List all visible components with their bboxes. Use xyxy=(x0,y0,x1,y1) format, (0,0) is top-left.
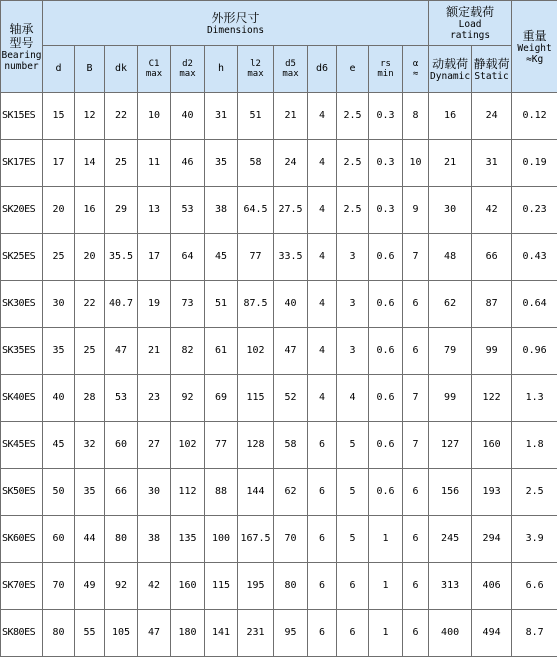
table-row xyxy=(1,234,557,281)
cell-d6: 4 xyxy=(308,234,337,281)
col-l2-sub: max xyxy=(247,69,264,79)
cell-e: 6 xyxy=(337,610,369,657)
cell-dk: 53 xyxy=(105,375,138,422)
cell-d: 70 xyxy=(43,563,75,610)
cell-model: SK30ES xyxy=(1,281,43,328)
cell-d2: 82 xyxy=(171,328,205,375)
cell-l2: 87.5 xyxy=(238,281,274,328)
cell-static: 160 xyxy=(472,422,512,469)
cell-d2: 160 xyxy=(171,563,205,610)
cell-d5: 52 xyxy=(274,375,308,422)
cell-d2: 135 xyxy=(171,516,205,563)
cell-dynamic: 400 xyxy=(429,610,472,657)
table-row xyxy=(1,93,557,140)
cell-model: SK60ES xyxy=(1,516,43,563)
cell-model: SK50ES xyxy=(1,469,43,516)
cell-static: 99 xyxy=(472,328,512,375)
cell-d: 15 xyxy=(43,93,75,140)
cell-alpha: 6 xyxy=(403,281,429,328)
weight-zh: 重量 xyxy=(522,28,547,43)
cell-dynamic: 99 xyxy=(429,375,472,422)
cell-h: 35 xyxy=(205,140,238,187)
cell-d2: 64 xyxy=(171,234,205,281)
cell-d: 60 xyxy=(43,516,75,563)
cell-l2: 167.5 xyxy=(238,516,274,563)
cell-dynamic: 48 xyxy=(429,234,472,281)
cell-C1: 11 xyxy=(138,140,171,187)
cell-d5: 21 xyxy=(274,93,308,140)
col-dynamic xyxy=(429,46,472,93)
col-l2-label: l2 xyxy=(250,59,261,69)
table-row xyxy=(1,140,557,187)
cell-e: 2.5 xyxy=(337,93,369,140)
static-en: Static xyxy=(474,70,509,82)
cell-d: 40 xyxy=(43,375,75,422)
cell-l2: 58 xyxy=(238,140,274,187)
cell-d: 30 xyxy=(43,281,75,328)
cell-h: 31 xyxy=(205,93,238,140)
table-header xyxy=(1,1,557,93)
cell-dynamic: 30 xyxy=(429,187,472,234)
col-C1-label: C1 xyxy=(148,59,160,69)
table-row xyxy=(1,469,557,516)
cell-d: 35 xyxy=(43,328,75,375)
cell-static: 406 xyxy=(472,563,512,610)
cell-weight: 0.64 xyxy=(512,281,557,328)
cell-C1: 21 xyxy=(138,328,171,375)
cell-d6: 4 xyxy=(308,281,337,328)
cell-d2: 53 xyxy=(171,187,205,234)
dynamic-zh: 动载荷 xyxy=(432,56,469,71)
col-h: h xyxy=(205,46,238,93)
col-d5 xyxy=(274,46,308,93)
table-row xyxy=(1,563,557,610)
cell-B: 14 xyxy=(75,140,105,187)
col-static xyxy=(472,46,512,93)
cell-l2: 231 xyxy=(238,610,274,657)
cell-d5: 27.5 xyxy=(274,187,308,234)
cell-h: 61 xyxy=(205,328,238,375)
cell-weight: 1.3 xyxy=(512,375,557,422)
cell-e: 4 xyxy=(337,375,369,422)
cell-l2: 195 xyxy=(238,563,274,610)
cell-rs: 1 xyxy=(369,516,403,563)
cell-h: 141 xyxy=(205,610,238,657)
col-alpha-sub: ≈ xyxy=(412,69,419,79)
cell-d6: 6 xyxy=(308,422,337,469)
cell-static: 66 xyxy=(472,234,512,281)
cell-rs: 0.3 xyxy=(369,187,403,234)
table-row xyxy=(1,375,557,422)
cell-C1: 30 xyxy=(138,469,171,516)
cell-d2: 46 xyxy=(171,140,205,187)
cell-e: 6 xyxy=(337,563,369,610)
cell-h: 45 xyxy=(205,234,238,281)
cell-d6: 6 xyxy=(308,516,337,563)
cell-static: 122 xyxy=(472,375,512,422)
cell-weight: 2.5 xyxy=(512,469,557,516)
cell-dk: 29 xyxy=(105,187,138,234)
header-load-ratings xyxy=(429,1,512,46)
cell-dk: 35.5 xyxy=(105,234,138,281)
cell-static: 87 xyxy=(472,281,512,328)
cell-C1: 13 xyxy=(138,187,171,234)
table-row xyxy=(1,328,557,375)
model-zh-1: 轴承 xyxy=(9,21,34,36)
cell-B: 35 xyxy=(75,469,105,516)
cell-dk: 47 xyxy=(105,328,138,375)
cell-alpha: 10 xyxy=(403,140,429,187)
cell-static: 193 xyxy=(472,469,512,516)
cell-d: 80 xyxy=(43,610,75,657)
cell-static: 31 xyxy=(472,140,512,187)
cell-weight: 0.23 xyxy=(512,187,557,234)
cell-rs: 1 xyxy=(369,610,403,657)
cell-d6: 4 xyxy=(308,328,337,375)
col-C1-sub: max xyxy=(145,69,163,79)
cell-dk: 105 xyxy=(105,610,138,657)
weight-en-2: ≈Kg xyxy=(526,53,544,65)
col-d5-sub: max xyxy=(282,69,299,79)
col-d6: d6 xyxy=(308,46,337,93)
cell-h: 100 xyxy=(205,516,238,563)
cell-alpha: 7 xyxy=(403,375,429,422)
cell-dk: 25 xyxy=(105,140,138,187)
cell-d2: 112 xyxy=(171,469,205,516)
cell-weight: 0.12 xyxy=(512,93,557,140)
cell-C1: 47 xyxy=(138,610,171,657)
cell-d2: 92 xyxy=(171,375,205,422)
col-rs-label: rs xyxy=(380,59,391,69)
cell-weight: 6.6 xyxy=(512,563,557,610)
cell-C1: 17 xyxy=(138,234,171,281)
cell-d5: 70 xyxy=(274,516,308,563)
cell-model: SK70ES xyxy=(1,563,43,610)
cell-d2: 180 xyxy=(171,610,205,657)
model-en-2: number xyxy=(4,60,39,72)
cell-e: 5 xyxy=(337,469,369,516)
cell-d5: 62 xyxy=(274,469,308,516)
cell-B: 32 xyxy=(75,422,105,469)
cell-alpha: 8 xyxy=(403,93,429,140)
col-rs-sub: min xyxy=(377,69,394,79)
cell-e: 2.5 xyxy=(337,187,369,234)
cell-d5: 33.5 xyxy=(274,234,308,281)
col-B: B xyxy=(75,46,105,93)
cell-alpha: 6 xyxy=(403,328,429,375)
ratings-en-2: ratings xyxy=(450,30,491,41)
cell-dk: 60 xyxy=(105,422,138,469)
cell-d5: 40 xyxy=(274,281,308,328)
cell-h: 69 xyxy=(205,375,238,422)
cell-e: 3 xyxy=(337,328,369,375)
cell-B: 22 xyxy=(75,281,105,328)
cell-weight: 8.7 xyxy=(512,610,557,657)
table-row xyxy=(1,516,557,563)
cell-model: SK80ES xyxy=(1,610,43,657)
cell-rs: 0.6 xyxy=(369,234,403,281)
static-zh: 静载荷 xyxy=(473,56,510,71)
col-d: d xyxy=(43,46,75,93)
cell-d6: 4 xyxy=(308,187,337,234)
col-d2-sub: max xyxy=(179,69,196,79)
cell-static: 494 xyxy=(472,610,512,657)
cell-B: 44 xyxy=(75,516,105,563)
cell-l2: 64.5 xyxy=(238,187,274,234)
cell-C1: 27 xyxy=(138,422,171,469)
cell-l2: 77 xyxy=(238,234,274,281)
col-dk: dk xyxy=(105,46,138,93)
cell-e: 3 xyxy=(337,234,369,281)
cell-dk: 80 xyxy=(105,516,138,563)
cell-weight: 1.8 xyxy=(512,422,557,469)
cell-d: 17 xyxy=(43,140,75,187)
cell-C1: 23 xyxy=(138,375,171,422)
cell-model: SK20ES xyxy=(1,187,43,234)
cell-dynamic: 127 xyxy=(429,422,472,469)
cell-model: SK45ES xyxy=(1,422,43,469)
cell-alpha: 6 xyxy=(403,469,429,516)
cell-e: 3 xyxy=(337,281,369,328)
table-row xyxy=(1,281,557,328)
table-row xyxy=(1,610,557,657)
cell-static: 24 xyxy=(472,93,512,140)
cell-d: 20 xyxy=(43,187,75,234)
col-d2-label: d2 xyxy=(182,59,193,69)
cell-d6: 6 xyxy=(308,563,337,610)
cell-dk: 92 xyxy=(105,563,138,610)
col-l2 xyxy=(238,46,274,93)
cell-d6: 6 xyxy=(308,610,337,657)
ratings-en-1: Load xyxy=(458,19,482,30)
cell-model: SK40ES xyxy=(1,375,43,422)
dimensions-en: Dimensions xyxy=(206,24,265,36)
cell-dynamic: 16 xyxy=(429,93,472,140)
cell-rs: 0.3 xyxy=(369,93,403,140)
cell-d5: 95 xyxy=(274,610,308,657)
cell-dynamic: 313 xyxy=(429,563,472,610)
cell-static: 42 xyxy=(472,187,512,234)
cell-h: 88 xyxy=(205,469,238,516)
cell-d2: 40 xyxy=(171,93,205,140)
model-en-1: Bearing xyxy=(1,49,42,61)
cell-d6: 6 xyxy=(308,469,337,516)
cell-d5: 24 xyxy=(274,140,308,187)
cell-e: 5 xyxy=(337,516,369,563)
cell-dynamic: 79 xyxy=(429,328,472,375)
col-alpha-label: α xyxy=(412,59,419,69)
cell-C1: 19 xyxy=(138,281,171,328)
header-bearing-number xyxy=(1,1,43,93)
cell-B: 55 xyxy=(75,610,105,657)
cell-weight: 3.9 xyxy=(512,516,557,563)
cell-model: SK15ES xyxy=(1,93,43,140)
cell-weight: 0.19 xyxy=(512,140,557,187)
cell-d6: 4 xyxy=(308,375,337,422)
col-d5-label: d5 xyxy=(285,59,296,69)
cell-alpha: 6 xyxy=(403,516,429,563)
cell-l2: 144 xyxy=(238,469,274,516)
cell-l2: 115 xyxy=(238,375,274,422)
table-row xyxy=(1,187,557,234)
cell-h: 77 xyxy=(205,422,238,469)
cell-B: 16 xyxy=(75,187,105,234)
cell-rs: 0.6 xyxy=(369,422,403,469)
cell-d: 50 xyxy=(43,469,75,516)
cell-dynamic: 156 xyxy=(429,469,472,516)
cell-rs: 0.6 xyxy=(369,469,403,516)
cell-model: SK35ES xyxy=(1,328,43,375)
cell-B: 12 xyxy=(75,93,105,140)
cell-B: 28 xyxy=(75,375,105,422)
col-d2 xyxy=(171,46,205,93)
cell-rs: 1 xyxy=(369,563,403,610)
cell-d: 45 xyxy=(43,422,75,469)
col-C1 xyxy=(138,46,171,93)
cell-dk: 22 xyxy=(105,93,138,140)
cell-alpha: 6 xyxy=(403,563,429,610)
cell-dk: 66 xyxy=(105,469,138,516)
cell-dynamic: 245 xyxy=(429,516,472,563)
cell-h: 51 xyxy=(205,281,238,328)
cell-alpha: 7 xyxy=(403,422,429,469)
cell-d5: 80 xyxy=(274,563,308,610)
header-dimensions xyxy=(43,1,429,46)
cell-alpha: 9 xyxy=(403,187,429,234)
cell-C1: 38 xyxy=(138,516,171,563)
col-rs xyxy=(369,46,403,93)
weight-en-1: Weight xyxy=(517,42,552,54)
cell-d5: 47 xyxy=(274,328,308,375)
ratings-zh: 额定载荷 xyxy=(446,5,495,19)
cell-d6: 4 xyxy=(308,93,337,140)
cell-d6: 4 xyxy=(308,140,337,187)
cell-model: SK17ES xyxy=(1,140,43,187)
cell-static: 294 xyxy=(472,516,512,563)
cell-B: 49 xyxy=(75,563,105,610)
cell-d5: 58 xyxy=(274,422,308,469)
cell-weight: 0.43 xyxy=(512,234,557,281)
cell-rs: 0.6 xyxy=(369,281,403,328)
cell-B: 20 xyxy=(75,234,105,281)
cell-e: 2.5 xyxy=(337,140,369,187)
cell-alpha: 6 xyxy=(403,610,429,657)
cell-e: 5 xyxy=(337,422,369,469)
cell-l2: 102 xyxy=(238,328,274,375)
dynamic-en: Dynamic xyxy=(430,70,471,82)
header-weight xyxy=(512,1,557,93)
cell-l2: 51 xyxy=(238,93,274,140)
cell-weight: 0.96 xyxy=(512,328,557,375)
table-body xyxy=(1,93,557,657)
cell-dynamic: 21 xyxy=(429,140,472,187)
cell-dynamic: 62 xyxy=(429,281,472,328)
cell-rs: 0.3 xyxy=(369,140,403,187)
col-e: e xyxy=(337,46,369,93)
cell-model: SK25ES xyxy=(1,234,43,281)
cell-C1: 42 xyxy=(138,563,171,610)
cell-h: 115 xyxy=(205,563,238,610)
cell-rs: 0.6 xyxy=(369,375,403,422)
cell-dk: 40.7 xyxy=(105,281,138,328)
dimensions-zh: 外形尺寸 xyxy=(211,10,260,25)
cell-B: 25 xyxy=(75,328,105,375)
cell-d2: 73 xyxy=(171,281,205,328)
cell-d2: 102 xyxy=(171,422,205,469)
cell-alpha: 7 xyxy=(403,234,429,281)
cell-rs: 0.6 xyxy=(369,328,403,375)
cell-l2: 128 xyxy=(238,422,274,469)
cell-C1: 10 xyxy=(138,93,171,140)
cell-d: 25 xyxy=(43,234,75,281)
col-alpha xyxy=(403,46,429,93)
cell-h: 38 xyxy=(205,187,238,234)
model-zh-2: 型号 xyxy=(9,35,34,50)
table-row xyxy=(1,422,557,469)
